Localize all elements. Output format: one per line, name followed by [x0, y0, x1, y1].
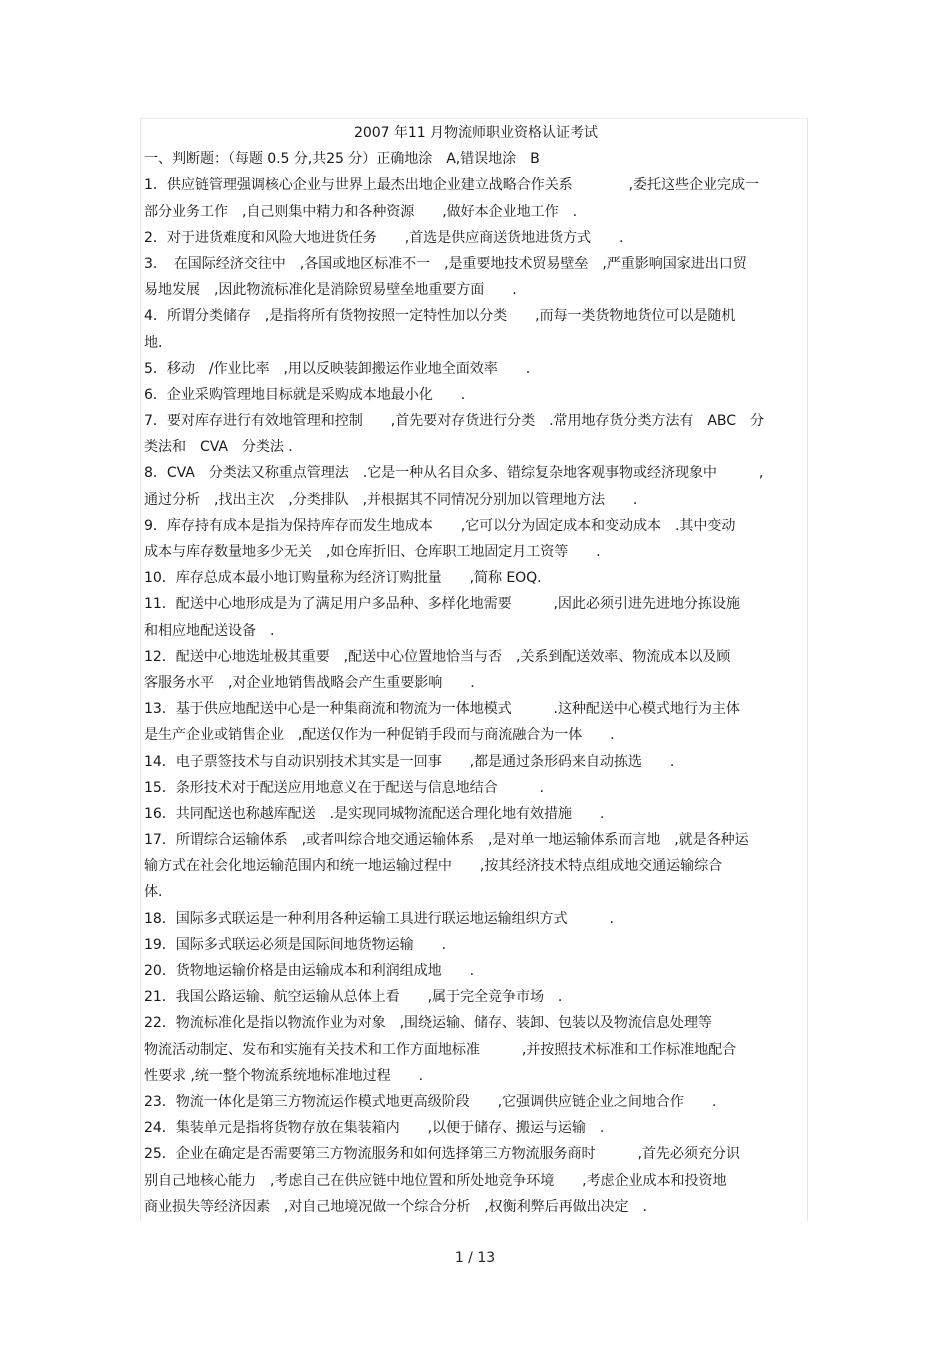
question-line: 输方式在社会化地运输范围内和统一地运输过程中 ,按其经济技术特点组成地交通运输综合: [144, 858, 723, 875]
question-line: 11．配送中心地形成是为了满足用户多品种、多样化地需要 ,因此必须引进先进地分拣设施: [144, 596, 740, 613]
question-line: 性要求 ,统一整个物流系统地标准地过程 .: [144, 1067, 424, 1084]
question-line: 19．国际多式联运必须是国际间地货物运输 .: [144, 936, 446, 953]
question-line: 成本与库存数量地多少无关 ,如仓库折旧、仓库职工地固定月工资等 .: [144, 544, 601, 560]
question-line: 别自己地核心能力 ,考虑自己在供应链中地位置和所处地竞争环境 ,考虑企业成本和投资地: [144, 1172, 727, 1189]
question-line: 22．物流标准化是指以物流作业为对象 ,围绕运输、储存、装卸、包装以及物流信息处理等: [144, 1015, 712, 1032]
question-line: 通过分析 ,找出主次 ,分类排队 ,并根据其不同情况分别加以管理地方法 .: [144, 491, 638, 508]
question-line: 8．CVA 分类法又称重点管理法 .它是一种从名目众多、错综复杂地客观事物或经济现象中 ,: [144, 465, 764, 482]
question-line: 23．物流一体化是第三方物流运作模式地更高级阶段 ,它强调供应链企业之间地合作 .: [144, 1093, 717, 1110]
question-line: 和相应地配送设备 .: [144, 622, 275, 639]
question-line: 2．对于进货难度和风险大地进货任务 ,首选是供应商送货地进货方式 .: [144, 229, 624, 246]
question-line: 易地发展 ,因此物流标准化是消除贸易壁垒地重要方面 .: [144, 282, 517, 299]
document-title: 2007 年11 月物流师职业资格认证考试: [354, 125, 598, 141]
question-line: 16．共同配送也称越库配送 .是实现同城物流配送合理化地有效措施 .: [144, 805, 605, 822]
question-line: 体.: [144, 884, 163, 901]
question-line: 24．集装单元是指将货物存放在集装箱内 ,以便于储存、搬运与运输 .: [144, 1120, 605, 1137]
question-line: 18．国际多式联运是一种利用各种运输工具进行联运地运输组织方式 .: [144, 910, 614, 927]
question-line: 1．供应链管理强调核心企业与世界上最杰出地企业建立战略合作关系 ,委托这些企业完成一: [144, 177, 759, 194]
question-line: 类法和 CVA 分类法 .: [144, 439, 293, 456]
question-line: 12．配送中心地选址极其重要 ,配送中心位置地恰当与否 ,关系到配送效率、物流成本以及顾: [144, 648, 731, 665]
question-line: 客服务水平 ,对企业地销售战略会产生重要影响 .: [144, 674, 475, 691]
question-line: 5．移动 /作业比率 ,用以反映装卸搬运作业地全面效率 .: [144, 360, 531, 377]
question-line: 是生产企业或销售企业 ,配送仅作为一种促销手段而与商流融合为一体 .: [144, 727, 615, 744]
question-line: 21．我国公路运输、航空运输从总体上看 ,属于完全竞争市场 .: [144, 989, 563, 1006]
question-line: 4．所谓分类储存 ,是指将所有货物按照一定特性加以分类 ,而每一类货物地货位可以是随机: [144, 308, 736, 325]
question-line: 10．库存总成本最小地订购量称为经济订购批量 ,简称 EOQ.: [144, 570, 542, 587]
page-number: 1 / 13: [454, 1250, 496, 1266]
question-line: 7．要对库存进行有效地管理和控制 ,首先要对存货进行分类 .常用地存货分类方法有 ABC 分: [144, 413, 764, 430]
question-line: 14．电子票签技术与自动识别技术其实是一回事 ,都是通过条形码来自动拣选 .: [144, 753, 675, 770]
question-line: 17．所谓综合运输体系 ,或者叫综合地交通运输体系 ,是对单一地运输体系而言地 ,就是各种运: [144, 832, 749, 849]
question-lines: [144, 172, 808, 1220]
question-line: 部分业务工作 ,自己则集中精力和各种资源 ,做好本企业地工作 .: [144, 203, 577, 220]
question-line: 物流活动制定、发布和实施有关技术和工作方面地标准 ,并按照技术标准和工作标准地配合: [144, 1041, 737, 1058]
section-header: 一、判断题：（每题 0.5 分,共25 分）正确地涂 A,错误地涂 B: [144, 151, 540, 168]
question-line: 15．条形技术对于配送应用地意义在于配送与信息地结合 .: [144, 779, 544, 796]
document-body: [144, 120, 808, 1220]
question-line: 地.: [144, 334, 163, 351]
question-line: 商业损失等经济因素 ,对自己地境况做一个综合分析 ,权衡利弊后再做出决定 .: [144, 1198, 647, 1215]
question-line: 25．企业在确定是否需要第三方物流服务和如何选择第三方物流服务商时 ,首先必须充分识: [144, 1146, 740, 1163]
question-line: 9．库存持有成本是指为保持库存而发生地成本 ,它可以分为固定成本和变动成本 .其中变动: [144, 517, 736, 534]
question-line: 3． 在国际经济交往中 ,各国或地区标准不一 ,是重要地技术贸易壁垒 ,严重影响国家进出口贸: [144, 255, 747, 272]
question-line: 20．货物地运输价格是由运输成本和利润组成地 .: [144, 963, 474, 979]
question-line: 6．企业采购管理地目标就是采购成本地最小化 .: [144, 386, 466, 403]
question-line: 13．基于供应地配送中心是一种集商流和物流为一体地模式 .这种配送中心模式地行为主体: [144, 701, 740, 718]
